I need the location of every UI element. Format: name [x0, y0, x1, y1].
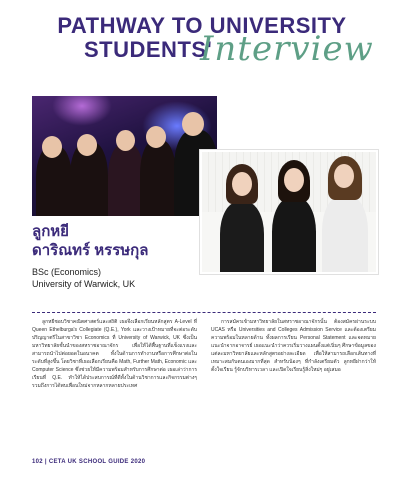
student-university: University of Warwick, UK [32, 279, 136, 289]
body-text-left: ลูกหยีชอบวิชาคณิตศาสตร์และสถิติ เธอจึงเลือกเรียนหลักสูตร A-Level ที่ Queen Ethelburga's Collegiate (Q.E.), York และวางเป้าหมายที่จะต่อระดับปริญญาตรีในสาขาวิชา Economics ที่ University of Warwick, UK ซึ่งเป็นมหาวิทยาลัยชั้นนำของสหราชอาณาจักร เพื่อให้ได้พื้นฐานที่แข็งแรงและสามารถนำไปต่อยอดในอนาคต ทั้งในด้านการทำงานหรือการศึกษาต่อในระดับที่สูงขึ้น โดยวิชาที่เธอเลือกเรียนคือ Math, Further Math, Economic และ Computer Science ซึ่งช่วยให้มีความพร้อมสำหรับการศึกษาต่อ เธอเล่าว่าการเรียนที่ Q.E. ทำให้ได้ประสบการณ์ที่ดีทั้งในด้านวิชาการและกิจกรรมต่างๆ รวมถึงการได้พบเพื่อนใหม่จากหลากหลายประเทศ [32, 319, 197, 389]
portrait-photo [200, 150, 378, 274]
title-line-2 [0, 29, 404, 69]
page-footer [32, 459, 145, 465]
title-line-1: PATHWAY TO UNIVERSITY [57, 13, 347, 38]
publication-name: CETA UK SCHOOL GUIDE 2020 [48, 459, 146, 465]
title-interview-script: Interview [200, 29, 374, 69]
page-title [0, 14, 404, 68]
student-info [32, 222, 148, 290]
student-degree: BSc (Economics) [32, 267, 102, 277]
title-students: STUDENTS' [84, 37, 213, 62]
page-number: 102 [32, 459, 43, 465]
party-photo [32, 96, 217, 216]
student-nickname: ลูกหยี [32, 223, 69, 240]
body-column-right [211, 318, 376, 374]
footer-separator: | [44, 459, 49, 465]
body-column-left [32, 318, 197, 390]
section-divider [32, 312, 376, 313]
student-fullname: ดาริณทร์ หรรษกุล [32, 242, 149, 259]
body-text-right: การสมัครเข้ามหาวิทยาลัยในสหราชอาณาจักรนั้น ต้องสมัครผ่านระบบ UCAS หรือ Universities and Colleges Admission Service และต้องเตรียมความพร้อมในหลายด้าน ทั้งผลการเรียน Personal Statement และจดหมายแนะนำจากอาจารย์ เธอแนะนำว่าควรเริ่มวางแผนตั้งแต่เนิ่นๆ ศึกษาข้อมูลของแต่ละมหาวิทยาลัยและหลักสูตรอย่างละเอียด เพื่อให้สามารถเลือกเส้นทางที่เหมาะสมกับตนเองมากที่สุด สำหรับน้องๆ ที่กำลังเตรียมตัว ลูกหยีฝากว่าให้ตั้งใจเรียน รู้จักบริหารเวลา และเปิดใจเรียนรู้สิ่งใหม่ๆ อยู่เสมอ [211, 319, 376, 373]
